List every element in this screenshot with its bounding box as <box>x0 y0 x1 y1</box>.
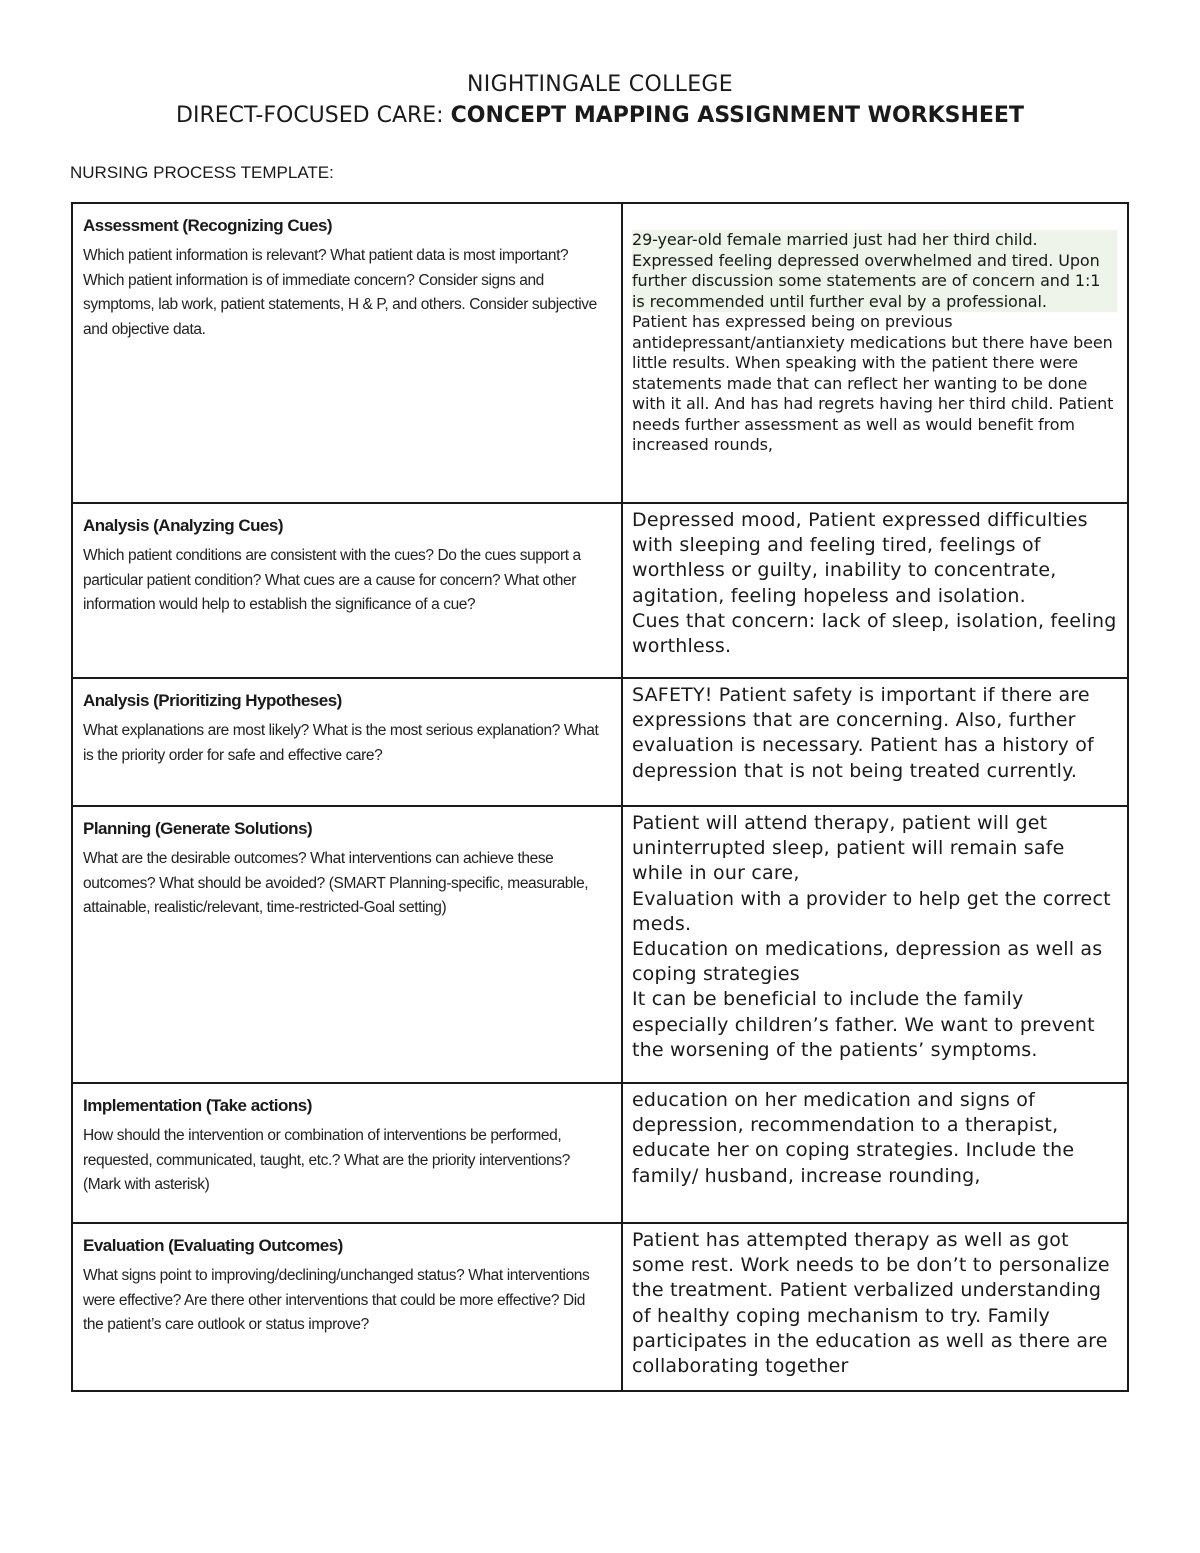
prompt-cell <box>72 1083 622 1223</box>
section-question: What are the desirable outcomes? What interventions can achieve these outcomes? What should be avoided? (SMART Planning-specific, measurable, attainable, realistic/relevant, time-restricted-Goal setting) <box>83 850 589 916</box>
section-question: What signs point to improving/declining/unchanged status? What interventions were effective? Are there other interventions that could be more effective? Did the patient’s care outlook or status improve? <box>83 1267 590 1333</box>
answer-text <box>632 683 1117 784</box>
worksheet-title-bold: CONCEPT MAPPING ASSIGNMENT WORKSHEET <box>450 103 1024 128</box>
table-row-analysis-hypotheses <box>72 678 1128 806</box>
section-title: Analysis (Analyzing Cues) <box>83 516 284 535</box>
worksheet-title <box>0 100 1200 132</box>
section-title: Planning (Generate Solutions) <box>83 819 313 838</box>
answer-paragraph: It can be beneficial to include the family especially children’s father. We want to prevent the worsening of the patients’ symptoms. <box>632 988 1095 1061</box>
answer-paragraph: Education on medications, depression as well as coping strategies <box>632 938 1103 986</box>
answer-text <box>632 1088 1117 1189</box>
answer-paragraph: SAFETY! Patient safety is important if there are expressions that are concerning. Also, further evaluation is necessary. Patient has a history of depression that is not being treated currently. <box>632 684 1094 782</box>
section-question: What explanations are most likely? What is the most serious explanation? What is the priority order for safe and effective care? <box>83 722 599 764</box>
prompt-cell <box>72 1223 622 1391</box>
answer-paragraph: Patient has attempted therapy as well as got some rest. Work needs to be don’t to personalize the treatment. Patient verbalized understanding of healthy coping mechanism to try. Family participates in the education as well as there are collaborating together <box>632 1229 1110 1378</box>
answer-cell[interactable] <box>622 806 1128 1083</box>
answer-paragraph: Patient will attend therapy, patient will get uninterrupted sleep, patient will remain safe while in our care, <box>632 812 1065 885</box>
section-title: Assessment (Recognizing Cues) <box>83 216 333 235</box>
table-row-planning <box>72 806 1128 1083</box>
answer-cell[interactable] <box>622 503 1128 678</box>
answer-paragraph: Cues that concern: lack of sleep, isolation, feeling worthless. <box>632 609 1117 658</box>
answer-cell[interactable] <box>622 1223 1128 1391</box>
table-row-analysis-cues <box>72 503 1128 678</box>
prompt-cell <box>72 678 622 806</box>
section-question: Which patient information is relevant? What patient data is most important? Which patient information is of immediate concern? Consider signs and symptoms, lab work, patient statements, H & P, and others. Consider subjective and objective data. <box>83 247 597 338</box>
prompt-cell <box>72 503 622 678</box>
section-title: Evaluation (Evaluating Outcomes) <box>83 1236 343 1255</box>
section-title: Implementation (Take actions) <box>83 1096 312 1115</box>
answer-text <box>632 508 1117 659</box>
worksheet-title-prefix: DIRECT-FOCUSED CARE: <box>176 103 451 128</box>
table-row-implementation <box>72 1083 1128 1223</box>
nursing-process-table <box>71 202 1129 1392</box>
table-row-assessment <box>72 203 1128 503</box>
answer-text <box>632 811 1117 1063</box>
template-subtitle: NURSING PROCESS TEMPLATE: <box>70 163 334 182</box>
answer-cell[interactable] <box>622 203 1128 503</box>
answer-paragraph: Depressed mood, Patient expressed difficulties with sleeping and feeling tired, feelings of worthless or guilty, inability to concentrate, agitation, feeling hopeless and isolation. <box>632 509 1088 607</box>
answer-text <box>632 216 1117 456</box>
answer-paragraph: 29-year-old female married just had her third child. Expressed feeling depressed overwhelmed and tired. Upon further discussion some statements are of concern and 1:1 is recommended until further eval by a professional. <box>632 230 1117 312</box>
section-title: Analysis (Prioritizing Hypotheses) <box>83 691 342 710</box>
college-name: NIGHTINGALE COLLEGE <box>467 72 733 97</box>
answer-text <box>632 1228 1117 1379</box>
answer-cell[interactable] <box>622 678 1128 806</box>
answer-paragraph: Evaluation with a provider to help get the correct meds. <box>632 887 1111 935</box>
section-question: Which patient conditions are consistent with the cues? Do the cues support a particular patient condition? What cues are a cause for concern? What other information would help to establish the significance of a cue? <box>83 547 581 613</box>
section-question: How should the intervention or combination of interventions be performed, requested, communicated, taught, etc.? What are the priority interventions? (Mark with asterisk) <box>83 1127 570 1193</box>
document-header <box>0 70 1200 132</box>
answer-paragraph: Patient has expressed being on previous antidepressant/antianxiety medications but there have been little results. When speaking with the patient there were statements made that can reflect her wanting to be done with it all. And has had regrets having her third child. Patient needs further assessment as well as would benefit from increased rounds, <box>632 312 1114 454</box>
prompt-cell <box>72 806 622 1083</box>
prompt-cell <box>72 203 622 503</box>
answer-cell[interactable] <box>622 1083 1128 1223</box>
answer-paragraph: education on her medication and signs of depression, recommendation to a therapist, educate her on coping strategies. Include the family/ husband, increase rounding, <box>632 1089 1075 1187</box>
table-row-evaluation <box>72 1223 1128 1391</box>
